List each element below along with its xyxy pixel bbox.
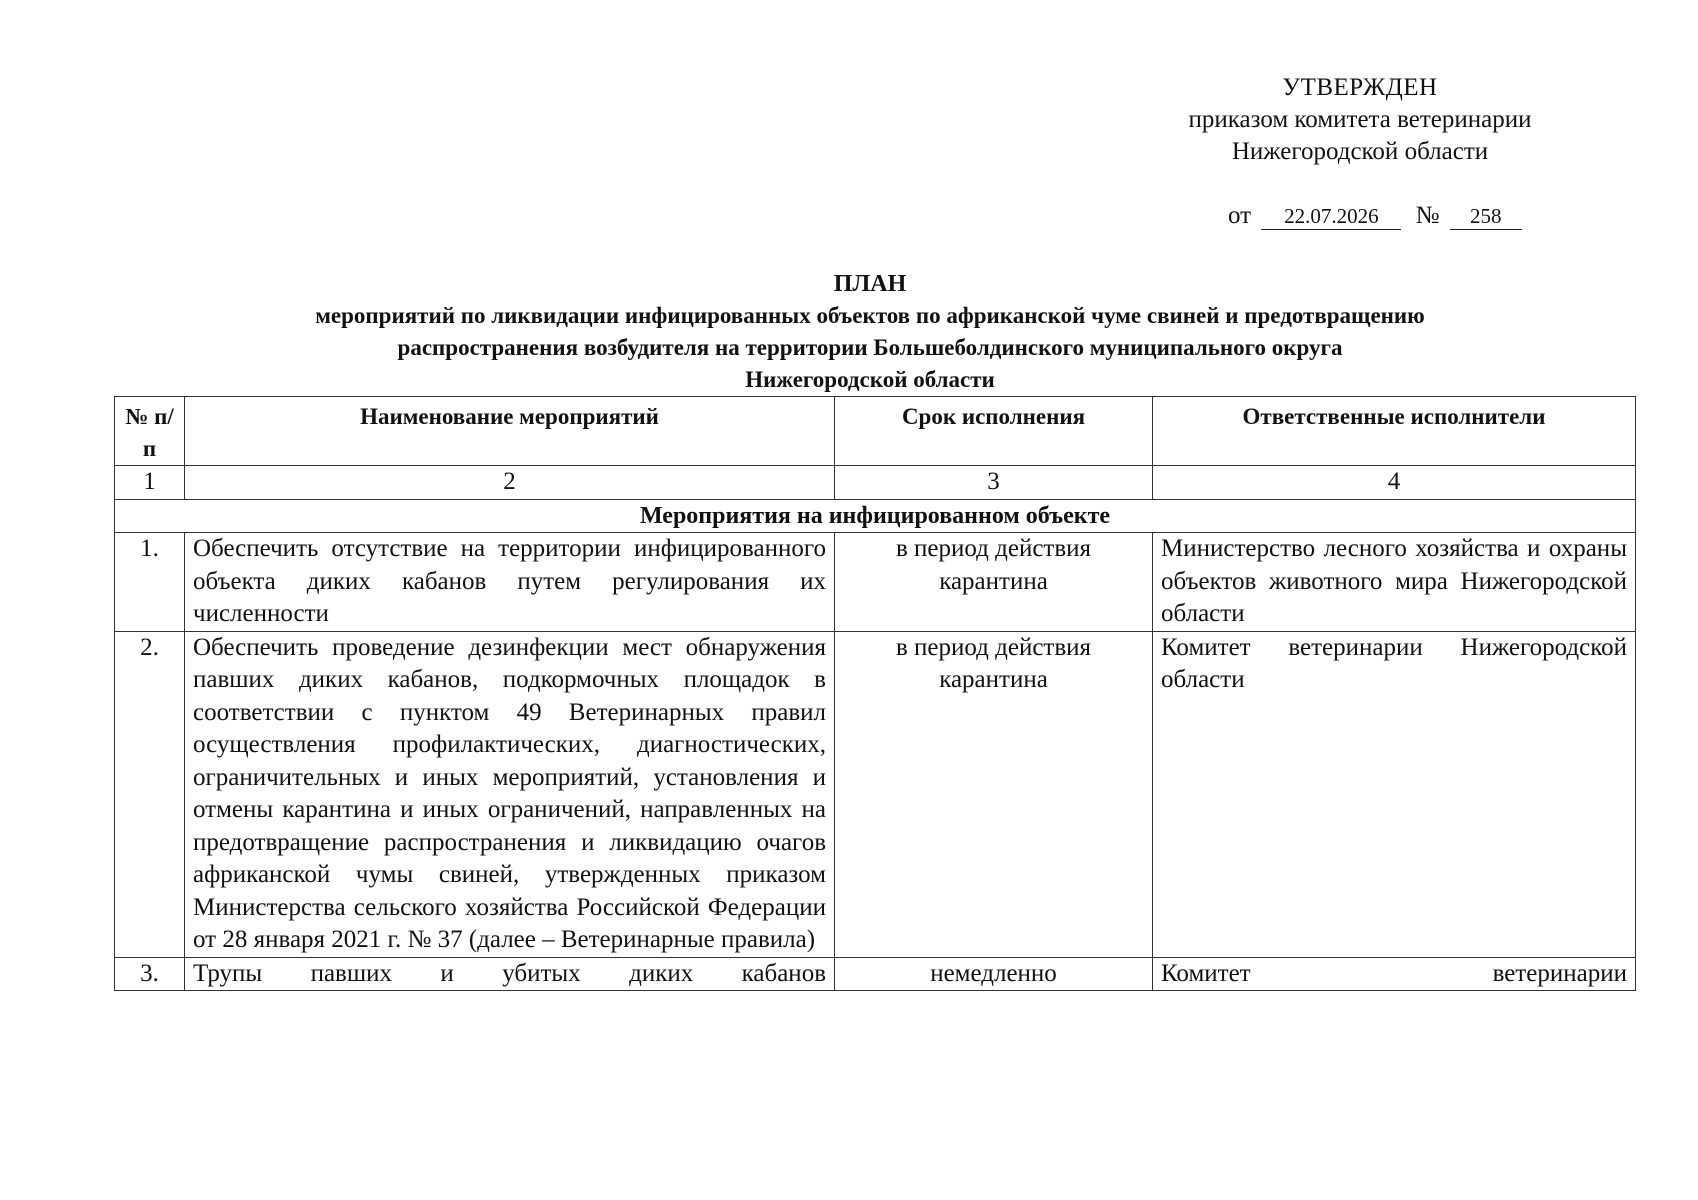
heading-line-2: распространения возбудителя на территории Большеболдинского муниципального округа bbox=[397, 335, 1343, 360]
row-deadline: немедленно bbox=[835, 957, 1153, 991]
row-responsible: Министерство лесного хозяйства и охраны объектов животного мира Нижегородской области bbox=[1153, 533, 1636, 632]
row-num: 2. bbox=[115, 631, 185, 957]
header-responsible: Ответственные исполнители bbox=[1153, 397, 1636, 466]
approval-title: УТВЕРЖДЕН bbox=[1282, 74, 1438, 101]
heading-line-3: Нижегородской области bbox=[745, 367, 995, 392]
approval-line-2: Нижегородской области bbox=[1231, 138, 1489, 165]
table-row bbox=[115, 631, 1636, 957]
row-name: Обеспечить отсутствие на территории инфицированного объекта диких кабанов путем регулирования их численности bbox=[185, 533, 835, 632]
row-deadline: в период действия карантина bbox=[835, 631, 1153, 957]
row-responsible: Комитет ветеринарии bbox=[1153, 957, 1636, 991]
header-num: № п/п bbox=[115, 397, 185, 466]
approval-line-1: приказом комитета ветеринарии bbox=[1188, 106, 1532, 133]
order-date: 22.07.2026 bbox=[1261, 203, 1401, 230]
row-num: 3. bbox=[115, 957, 185, 991]
header-name: Наименование мероприятий bbox=[185, 397, 835, 466]
column-number: 4 bbox=[1153, 466, 1636, 500]
approval-stamp bbox=[1150, 72, 1570, 168]
row-name: Трупы павших и убитых диких кабанов bbox=[185, 957, 835, 991]
from-label: от bbox=[1228, 202, 1252, 229]
row-num: 1. bbox=[115, 533, 185, 632]
document-heading bbox=[120, 268, 1620, 396]
section-row bbox=[115, 499, 1636, 533]
plan-table bbox=[114, 396, 1636, 991]
row-responsible: Комитет ветеринарии Нижегородской области bbox=[1153, 631, 1636, 957]
table-row bbox=[115, 533, 1636, 632]
column-number: 3 bbox=[835, 466, 1153, 500]
table-header-row bbox=[115, 397, 1636, 466]
number-label: № bbox=[1415, 202, 1440, 229]
table-row bbox=[115, 957, 1636, 991]
section-title: Мероприятия на инфицированном объекте bbox=[115, 499, 1636, 533]
header-deadline: Срок исполнения bbox=[835, 397, 1153, 466]
row-deadline: в период действия карантина bbox=[835, 533, 1153, 632]
column-number: 1 bbox=[115, 466, 185, 500]
order-reference bbox=[1228, 200, 1528, 232]
order-number: 258 bbox=[1450, 203, 1522, 230]
row-name: Обеспечить проведение дезинфекции мест обнаружения павших диких кабанов, подкормочных площадок в соответствии с пунктом 49 Ветеринарных правил осуществления профилактических, диагностических, ограничительных и иных мероприятий, установления и отмены карантина и иных ограничений, направленных на предотвращение распространения и ликвидацию очагов африканской чумы свиней, утвержденных приказом Министерства сельского хозяйства Российской Федерации от 28 января 2021 г. № 37 (далее – Ветеринарные правила) bbox=[185, 631, 835, 957]
heading-line-1: мероприятий по ликвидации инфицированных объектов по африканской чуме свиней и предотвращению bbox=[315, 303, 1425, 328]
heading-title: ПЛАН bbox=[833, 271, 907, 297]
column-number: 2 bbox=[185, 466, 835, 500]
column-numbers-row bbox=[115, 466, 1636, 500]
